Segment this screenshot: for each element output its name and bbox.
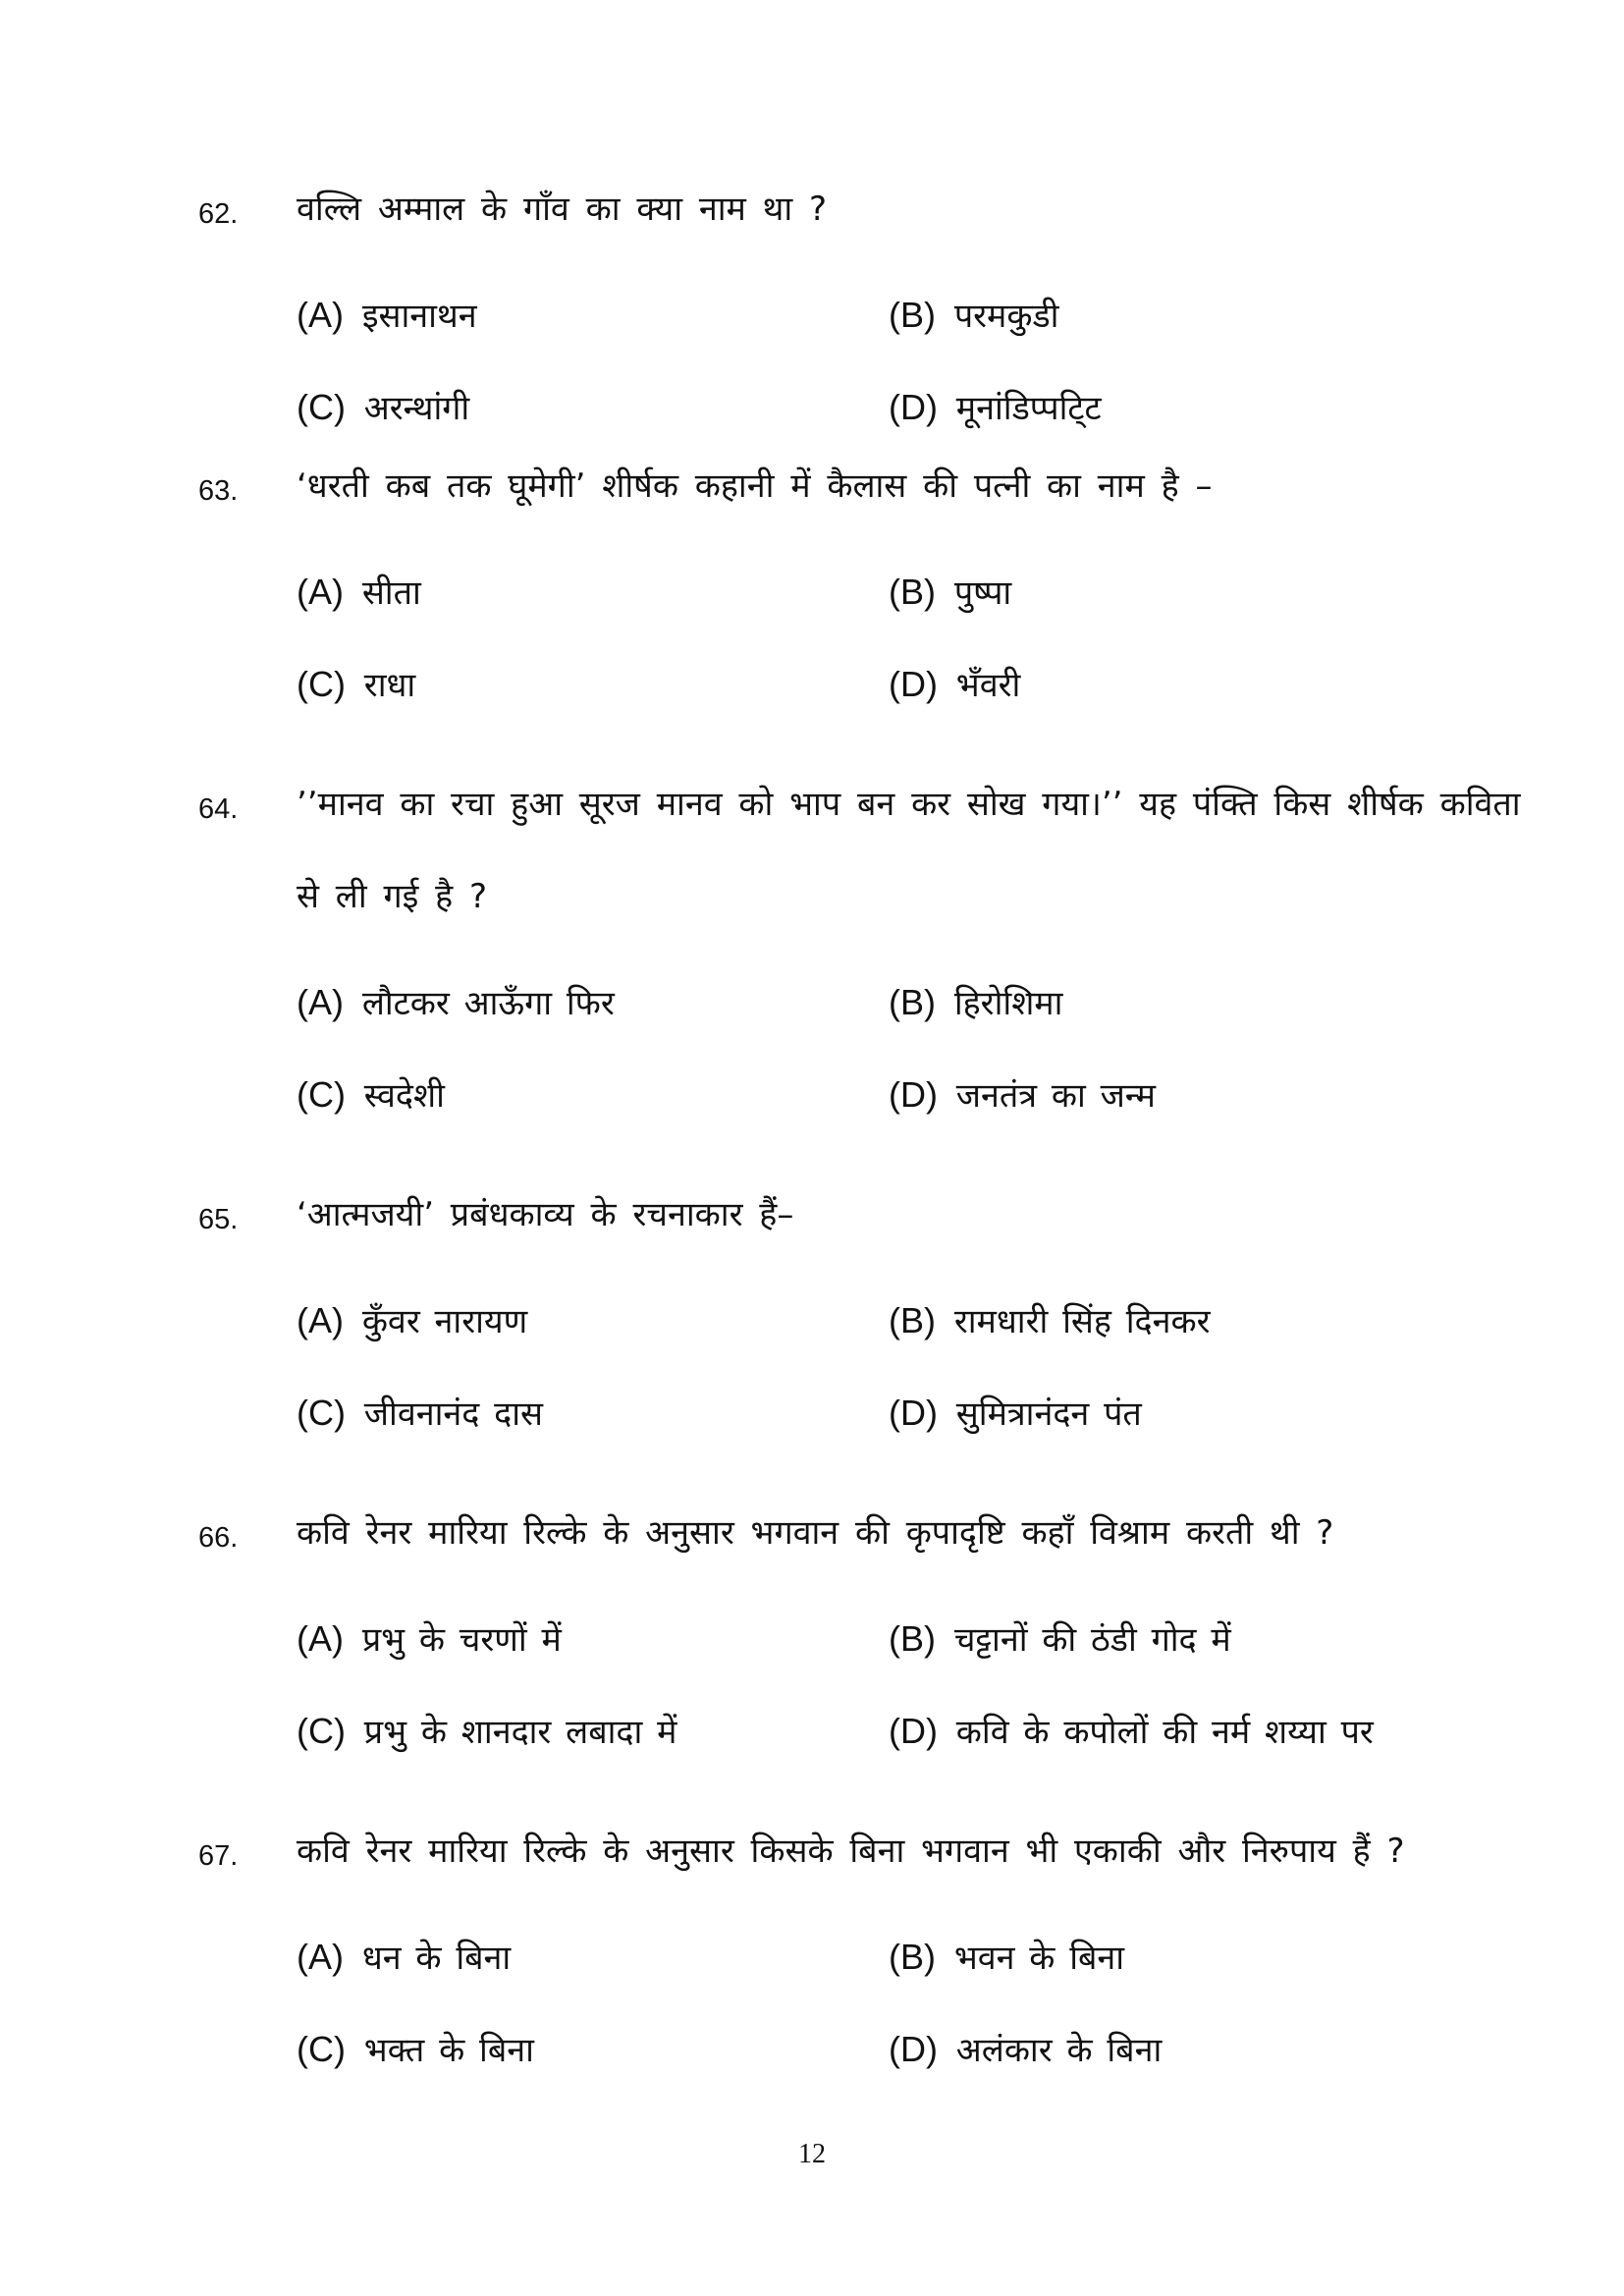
option-text: प्रभु के शानदार लबादा में xyxy=(363,1713,677,1752)
option-c xyxy=(297,1367,543,1460)
options-row xyxy=(0,1685,1624,1777)
option-d xyxy=(889,1049,1156,1142)
option-letter: (C) xyxy=(297,1074,346,1115)
option-b xyxy=(889,1911,1124,2004)
question-number: 62. xyxy=(198,198,239,230)
option-letter: (B) xyxy=(889,572,936,612)
option-text: धन के बिना xyxy=(361,1939,512,1978)
option-text: लौटकर आऊँगा फिर xyxy=(361,984,615,1023)
option-letter: (A) xyxy=(297,295,344,335)
option-c xyxy=(297,1049,445,1142)
option-letter: (B) xyxy=(889,1300,936,1340)
option-text: स्वदेशी xyxy=(363,1076,445,1116)
question-65 xyxy=(0,1182,1624,1459)
option-letter: (B) xyxy=(889,1937,936,1977)
question-text: ‘आत्मजयी’ प्रबंधकाव्य के रचनाकार हैं– xyxy=(297,1195,794,1234)
option-text: कुँवर नारायण xyxy=(361,1302,528,1341)
option-text: अरन्थांगी xyxy=(363,389,470,428)
option-letter: (C) xyxy=(297,1393,346,1433)
question-row xyxy=(0,1819,1624,1911)
question-number: 66. xyxy=(198,1522,239,1554)
option-a xyxy=(297,957,615,1050)
option-letter: (D) xyxy=(889,387,938,427)
question-66 xyxy=(0,1501,1624,1777)
option-d xyxy=(889,1367,1142,1460)
option-letter: (A) xyxy=(297,1618,344,1659)
options-row xyxy=(0,1367,1624,1459)
question-row xyxy=(0,1182,1624,1275)
option-d xyxy=(889,1685,1374,1778)
options-row xyxy=(0,638,1624,731)
option-letter: (C) xyxy=(297,387,346,427)
option-text: जीवनानंद दास xyxy=(363,1394,543,1434)
option-text: सीता xyxy=(361,574,421,613)
option-letter: (C) xyxy=(297,2029,346,2069)
option-d xyxy=(889,638,1020,732)
question-text: ’’मानव का रचा हुआ सूरज मानव को भाप बन कर सोख गया।’’ यह पंक्ति किस शीर्षक कविता से ली गई है ? xyxy=(297,785,1521,916)
option-text: अलंकार के बिना xyxy=(955,2031,1163,2070)
page-number: 12 xyxy=(798,2139,826,2169)
option-text: मूनांडिप्पटि्ट xyxy=(955,389,1102,428)
option-text: भवन के बिना xyxy=(953,1939,1125,1978)
option-letter: (D) xyxy=(889,1074,938,1115)
question-row xyxy=(0,177,1624,269)
options-row xyxy=(0,2003,1624,2096)
options-row xyxy=(0,269,1624,361)
option-a xyxy=(297,1593,562,1686)
option-letter: (A) xyxy=(297,982,344,1022)
option-letter: (B) xyxy=(889,295,936,335)
option-c xyxy=(297,638,415,732)
option-a xyxy=(297,546,421,639)
question-63 xyxy=(0,454,1624,731)
option-c xyxy=(297,2003,534,2097)
option-letter: (A) xyxy=(297,1937,344,1977)
option-b xyxy=(889,1593,1231,1686)
question-row xyxy=(0,772,1624,957)
question-number: 63. xyxy=(198,475,239,507)
question-row xyxy=(0,454,1624,546)
question-text: कवि रेनर मारिया रिल्के के अनुसार किसके बिना भगवान भी एकाकी और निरुपाय हैं ? xyxy=(297,1831,1405,1871)
option-text: इसानाथन xyxy=(361,297,477,336)
option-text: हिरोशिमा xyxy=(953,984,1063,1023)
options-row xyxy=(0,546,1624,638)
option-d xyxy=(889,2003,1162,2097)
question-67 xyxy=(0,1819,1624,2096)
option-letter: (C) xyxy=(297,664,346,704)
option-a xyxy=(297,1275,527,1368)
question-text: कवि रेनर मारिया रिल्के के अनुसार भगवान की कृपादृष्टि कहाँ विश्राम करती थी ? xyxy=(297,1513,1334,1553)
option-text: सुमित्रानंदन पंत xyxy=(955,1394,1142,1434)
option-c xyxy=(297,1685,677,1778)
option-b xyxy=(889,546,1011,639)
option-text: भँवरी xyxy=(955,666,1021,705)
options-row xyxy=(0,1911,1624,2003)
question-64 xyxy=(0,772,1624,1141)
option-text: रामधारी सिंह दिनकर xyxy=(953,1302,1211,1341)
option-a xyxy=(297,269,477,362)
option-text: चट्टानों की ठंडी गोद में xyxy=(953,1620,1231,1660)
question-62 xyxy=(0,177,1624,454)
option-letter: (D) xyxy=(889,664,938,704)
option-text: भक्त के बिना xyxy=(363,2031,534,2070)
question-row xyxy=(0,1501,1624,1593)
option-letter: (D) xyxy=(889,1393,938,1433)
question-number: 64. xyxy=(198,793,239,825)
question-number: 65. xyxy=(198,1204,239,1235)
options-row xyxy=(0,957,1624,1049)
question-text: ‘धरती कब तक घूमेगी’ शीर्षक कहानी में कैलास की पत्नी का नाम है – xyxy=(297,466,1213,506)
option-text: जनतंत्र का जन्म xyxy=(955,1076,1156,1116)
options-row xyxy=(0,1275,1624,1367)
options-row xyxy=(0,1049,1624,1141)
option-letter: (B) xyxy=(889,1618,936,1659)
option-letter: (A) xyxy=(297,572,344,612)
option-text: राधा xyxy=(363,666,416,705)
option-b xyxy=(889,269,1058,362)
option-b xyxy=(889,1275,1211,1368)
option-letter: (D) xyxy=(889,2029,938,2069)
option-letter: (D) xyxy=(889,1711,938,1751)
option-letter: (A) xyxy=(297,1300,344,1340)
question-text: वल्लि अम्माल के गाँव का क्या नाम था ? xyxy=(297,190,828,229)
option-text: पुष्पा xyxy=(953,574,1012,613)
option-b xyxy=(889,957,1062,1050)
option-a xyxy=(297,1911,511,2004)
options-row xyxy=(0,1593,1624,1685)
option-letter: (B) xyxy=(889,982,936,1022)
option-text: कवि के कपोलों की नर्म शय्या पर xyxy=(955,1713,1374,1752)
option-text: प्रभु के चरणों में xyxy=(361,1620,562,1660)
question-number: 67. xyxy=(198,1840,239,1872)
option-text: परमकुडी xyxy=(953,297,1059,336)
option-letter: (C) xyxy=(297,1711,346,1751)
